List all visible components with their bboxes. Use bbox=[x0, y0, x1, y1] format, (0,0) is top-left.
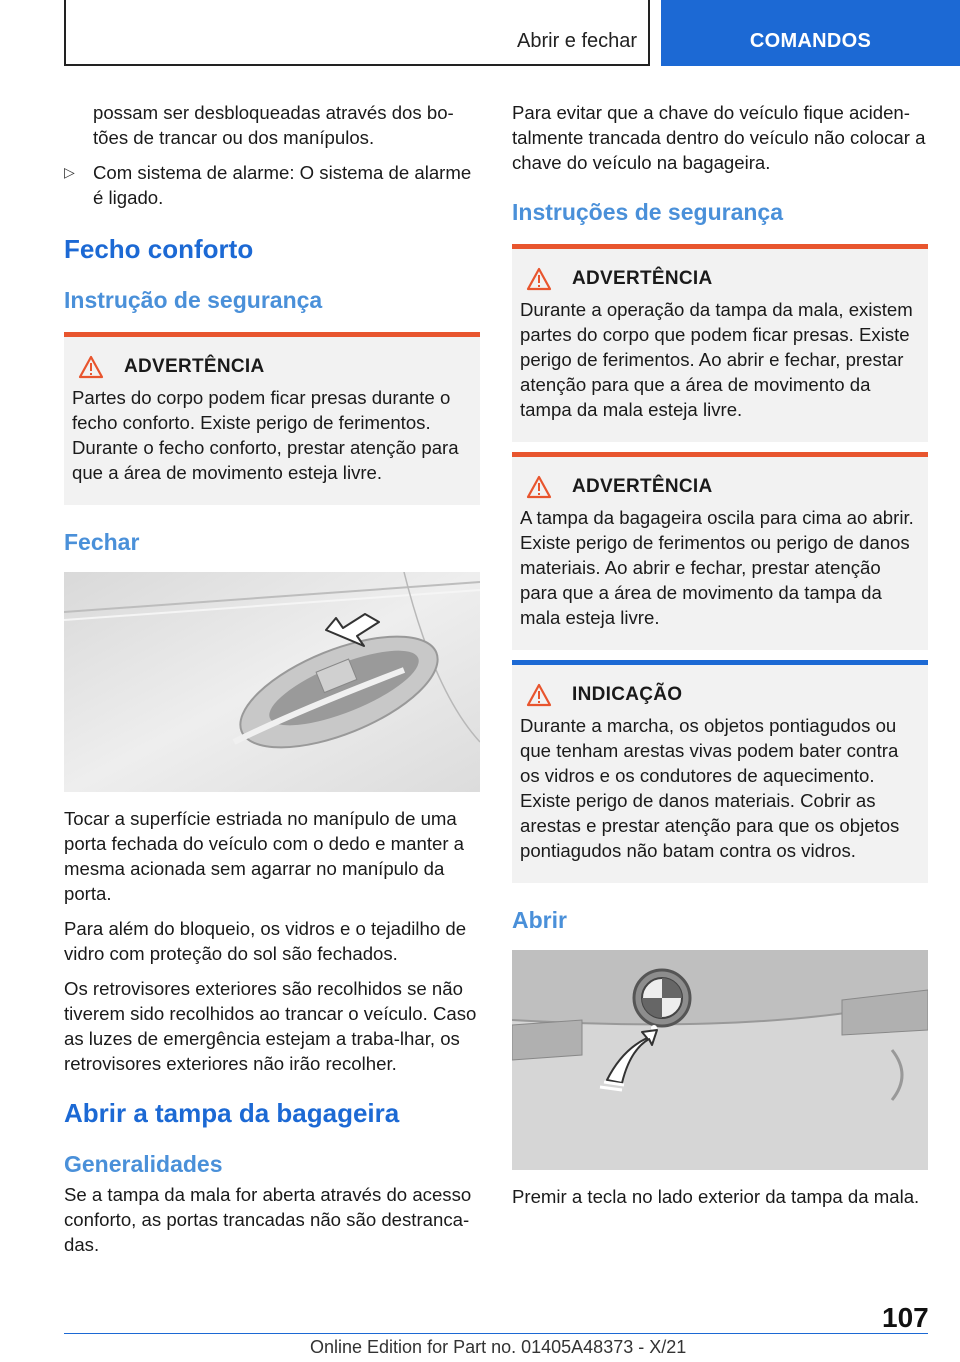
paragraph-touch-handle: Tocar a superfície estriada no manípulo de uma porta fechada do veículo com o dedo e manter a mesma acionada sem agarrar no manípulo da porta. bbox=[64, 808, 465, 904]
heading-generalidades: Generalidades bbox=[64, 1151, 223, 1177]
notice-title: INDICAÇÃO bbox=[572, 684, 683, 705]
bullet-text: Com sistema de alarme: O sistema de alarme é ligado. bbox=[93, 162, 472, 208]
door-handle-illustration bbox=[64, 572, 480, 792]
right-column bbox=[512, 100, 928, 1219]
warning-box-bagageira bbox=[512, 452, 928, 650]
trunk-button-image bbox=[512, 950, 928, 1170]
left-column bbox=[64, 100, 480, 1267]
trunk-button-illustration bbox=[512, 950, 928, 1170]
heading-fechar: Fechar bbox=[64, 529, 140, 555]
notice-text: Durante a marcha, os objetos pontiagudos ou que tenham arestas vivas podem bater contra os vidros e os condutores de aquecimento. Existe perigo de danos materiais. Cobrir as arestas e prestar atenção para que os objetos pontiagudos não batam contra os vidros. bbox=[520, 715, 900, 861]
warning-box-fecho bbox=[64, 332, 480, 505]
page-number: 107 bbox=[882, 1302, 929, 1333]
bullet-marker-icon: ▷ bbox=[64, 164, 75, 180]
header-section-title: Abrir e fechar bbox=[517, 30, 638, 52]
paragraph-key-trunk: Para evitar que a chave do veículo fique aciden-talmente trancada dentro do veículo não colocar a chave do veículo na bagageira. bbox=[512, 102, 926, 173]
warning-box-tampa bbox=[512, 244, 928, 442]
heading-instrucao-seguranca: Instrução de segurança bbox=[64, 287, 323, 313]
footer-edition: Online Edition for Part no. 01405A48373 - X/21 bbox=[310, 1337, 687, 1357]
warning-triangle-icon bbox=[78, 355, 104, 379]
warning-title: ADVERTÊNCIA bbox=[124, 356, 265, 377]
caption-press-button: Premir a tecla no lado exterior da tampa da mala. bbox=[512, 1186, 920, 1207]
header-chapter-tab: COMANDOS bbox=[661, 0, 960, 66]
paragraph-comfort-access: Se a tampa da mala for aberta através do acesso conforto, as portas trancadas não são destranca-das. bbox=[64, 1184, 472, 1255]
heading-instrucoes-seguranca: Instruções de segurança bbox=[512, 199, 783, 225]
bullet-item-alarm bbox=[64, 160, 480, 210]
warning-text: Partes do corpo podem ficar presas durante o fecho conforto. Existe perigo de ferimentos. Durante o fecho conforto, prestar atenção para que a área de movimento esteja livre. bbox=[72, 387, 459, 483]
warning-text: Durante a operação da tampa da mala, existem partes do corpo que podem ficar presas. Existe perigo de ferimentos. Ao abrir e fechar, prestar atenção para que a área de movimento da tampa da mala esteja livre. bbox=[520, 299, 913, 420]
warning-header bbox=[520, 475, 920, 499]
heading-abrir: Abrir bbox=[512, 907, 567, 933]
warning-text: A tampa da bagageira oscila para cima ao abrir. Existe perigo de ferimentos ou perigo de danos materiais. Ao abrir e fechar, prestar atenção para que a área de movimento da tampa da mala esteja livre. bbox=[520, 507, 914, 628]
warning-header bbox=[520, 267, 920, 291]
paragraph-mirrors: Os retrovisores exteriores são recolhidos se não tiverem sido recolhidos ao trancar o veículo. Caso as luzes de emergência estejam a traba-lhar, os retrovisores exteriores não irão recolher. bbox=[64, 978, 477, 1074]
continued-bullet-text: possam ser desbloqueadas através dos bo-tões de trancar ou dos manípulos. bbox=[93, 102, 454, 148]
notice-box bbox=[512, 660, 928, 883]
notice-header bbox=[520, 683, 920, 707]
heading-abrir-tampa: Abrir a tampa da bagageira bbox=[64, 1098, 400, 1128]
warning-title: ADVERTÊNCIA bbox=[572, 268, 713, 289]
heading-fecho-conforto: Fecho conforto bbox=[64, 234, 254, 264]
warning-header bbox=[72, 355, 472, 379]
warning-title: ADVERTÊNCIA bbox=[572, 476, 713, 497]
warning-triangle-icon bbox=[526, 267, 552, 291]
door-handle-image bbox=[64, 572, 480, 792]
paragraph-windows-close: Para além do bloqueio, os vidros e o tejadilho de vidro com proteção do sol são fechados. bbox=[64, 918, 467, 964]
footer-rule bbox=[64, 1333, 928, 1334]
warning-triangle-icon bbox=[526, 475, 552, 499]
warning-triangle-icon bbox=[526, 683, 552, 707]
